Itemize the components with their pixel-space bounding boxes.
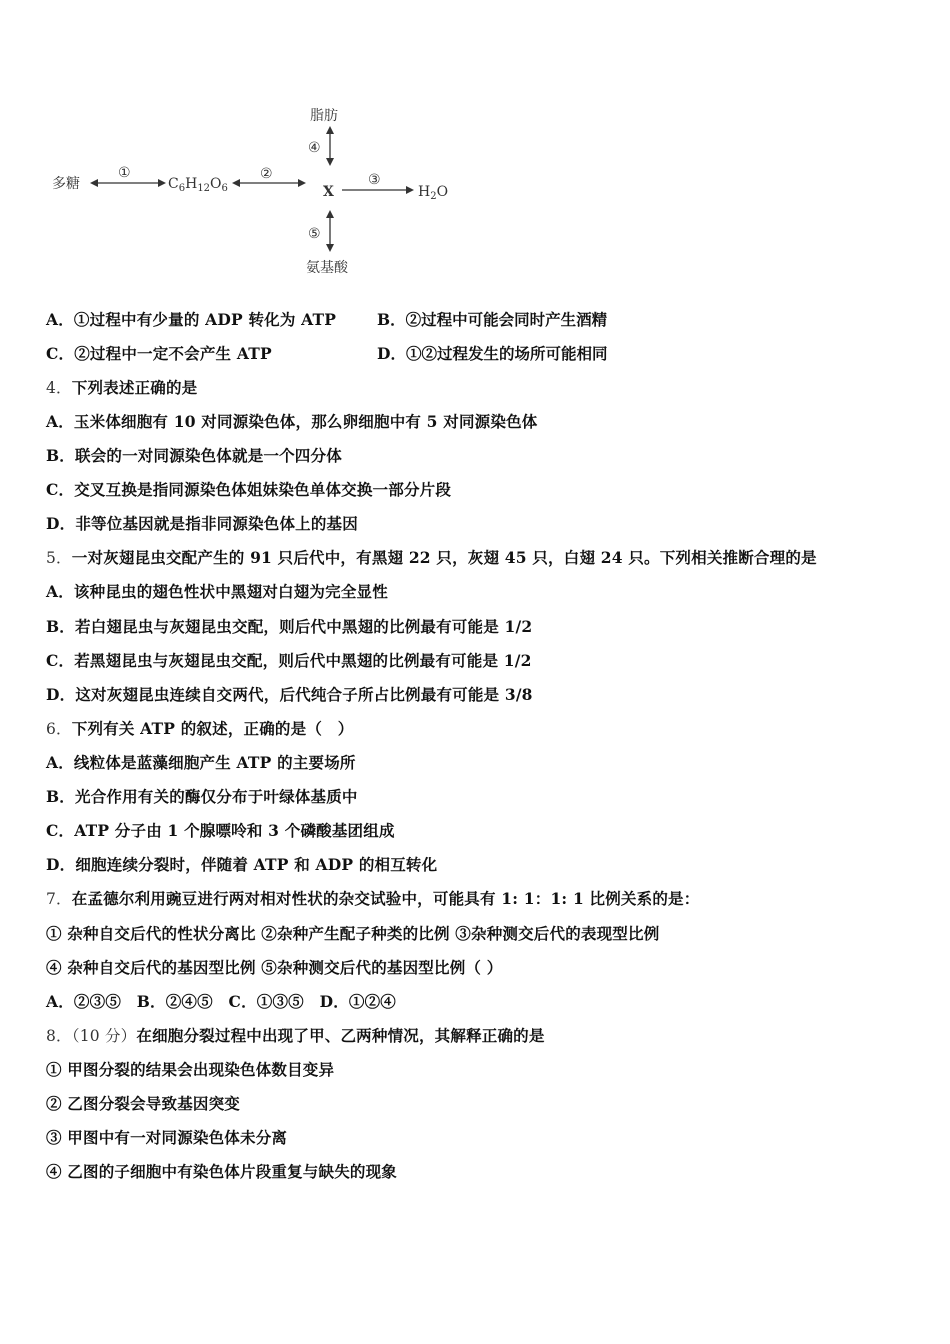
q3-option-c: C．②过程中一定不会产生 ATP [46,344,272,363]
q5-option-b: B．若白翅昆虫与灰翅昆虫交配，则后代中黑翅的比例最有可能是 1/2 [46,617,533,636]
q7-stem-text: 在孟德尔利用豌豆进行两对相对性状的杂交试验中，可能具有 1: 1：1: 1 比例关系的是： [71,889,700,908]
q4-stem [46,378,197,398]
glucose-sub12: 12 [197,183,211,194]
q5-option-c: C．若黑翅昆虫与灰翅昆虫交配，则后代中黑翅的比例最有可能是 1/2 [46,651,532,670]
q4-option-b: B．联会的一对同源染色体就是一个四分体 [46,446,342,465]
step3-label: ③ [368,172,381,188]
q5-option-d: D．这对灰翅昆虫连续自交两代，后代纯合子所占比例最有可能是 3/8 [46,685,533,704]
q8-stem [46,1026,545,1046]
q7-stem [46,889,699,909]
step2-label: ② [260,166,273,182]
glucose-c: C [168,176,179,192]
q3-option-b: B．②过程中可能会同时产生酒精 [377,310,608,329]
glucose-h: H [185,176,198,192]
q7-statements-line2: ④ 杂种自交后代的基因型比例 ⑤杂种测交后代的基因型比例（ ） [46,958,503,977]
fat-label: 脂肪 [310,108,338,124]
q4-number: 4． [46,379,72,397]
amino-acid-label: 氨基酸 [306,260,348,276]
x-label: X [323,184,334,200]
q7-options: A．②③⑤ B．②④⑤ C．①③⑤ D．①②④ [46,992,397,1011]
q6-option-b: B．光合作用有关的酶仅分布于叶绿体基质中 [46,787,358,806]
q3-option-a: A．①过程中有少量的 ADP 转化为 ATP [46,310,337,329]
polysaccharide-label: 多糖 [52,176,80,192]
q8-item-2: ② 乙图分裂会导致基因突变 [46,1094,240,1113]
q3-option-d: D．①②过程发生的场所可能相同 [377,344,608,363]
q7-number: 7． [46,890,72,908]
q6-stem-text: 下列有关 ATP 的叙述，正确的是（ ） [71,719,354,738]
q6-option-a: A．线粒体是蓝藻细胞产生 ATP 的主要场所 [46,753,356,772]
glucose-formula [168,176,228,194]
q8-item-4: ④ 乙图的子细胞中有染色体片段重复与缺失的现象 [46,1162,397,1181]
q5-stem-text: 一对灰翅昆虫交配产生的 91 只后代中，有黑翅 22 只，灰翅 45 只，白翅 24 只。下列相关推断合理的是 [71,548,817,567]
water-sub2: 2 [430,191,437,202]
q7-statements-line1: ① 杂种自交后代的性状分离比 ②杂种产生配子种类的比例 ③杂种测交后代的表现型比例 [46,924,660,943]
q4-option-a: A．玉米体细胞有 10 对同源染色体，那么卵细胞中有 5 对同源染色体 [46,412,538,431]
q8-stem-text: 在细胞分裂过程中出现了甲、乙两种情况，其解释正确的是 [136,1026,545,1045]
q8-number: 8．（10 分） [46,1027,137,1045]
water-o: O [436,184,449,200]
q4-option-d: D．非等位基因就是指非同源染色体上的基因 [46,514,358,533]
water-h: H [418,184,431,200]
q4-option-c: C．交叉互换是指同源染色体姐妹染色单体交换一部分片段 [46,480,452,499]
metabolism-diagram [40,100,480,285]
metabolism-diagram-svg [40,100,480,285]
q5-option-a: A．该种昆虫的翅色性状中黑翅对白翅为完全显性 [46,582,388,601]
q8-item-3: ③ 甲图中有一对同源染色体未分离 [46,1128,288,1147]
glucose-o: O [210,176,222,192]
step4-label: ④ [308,140,321,156]
q8-item-1: ① 甲图分裂的结果会出现染色体数目变异 [46,1060,335,1079]
q6-option-c: C．ATP 分子由 1 个腺嘌呤和 3 个磷酸基团组成 [46,821,395,840]
q5-number: 5． [46,549,72,567]
step1-label: ① [118,165,131,181]
glucose-sub6b: 6 [221,183,228,194]
q6-option-d: D．细胞连续分裂时，伴随着 ATP 和 ADP 的相互转化 [46,855,438,874]
q4-stem-text: 下列表述正确的是 [71,378,198,397]
q6-number: 6． [46,720,72,738]
glucose-sub6: 6 [178,183,186,194]
water-formula [418,184,448,202]
q6-stem [46,719,353,739]
step5-label: ⑤ [308,226,321,242]
q5-stem [46,548,817,568]
